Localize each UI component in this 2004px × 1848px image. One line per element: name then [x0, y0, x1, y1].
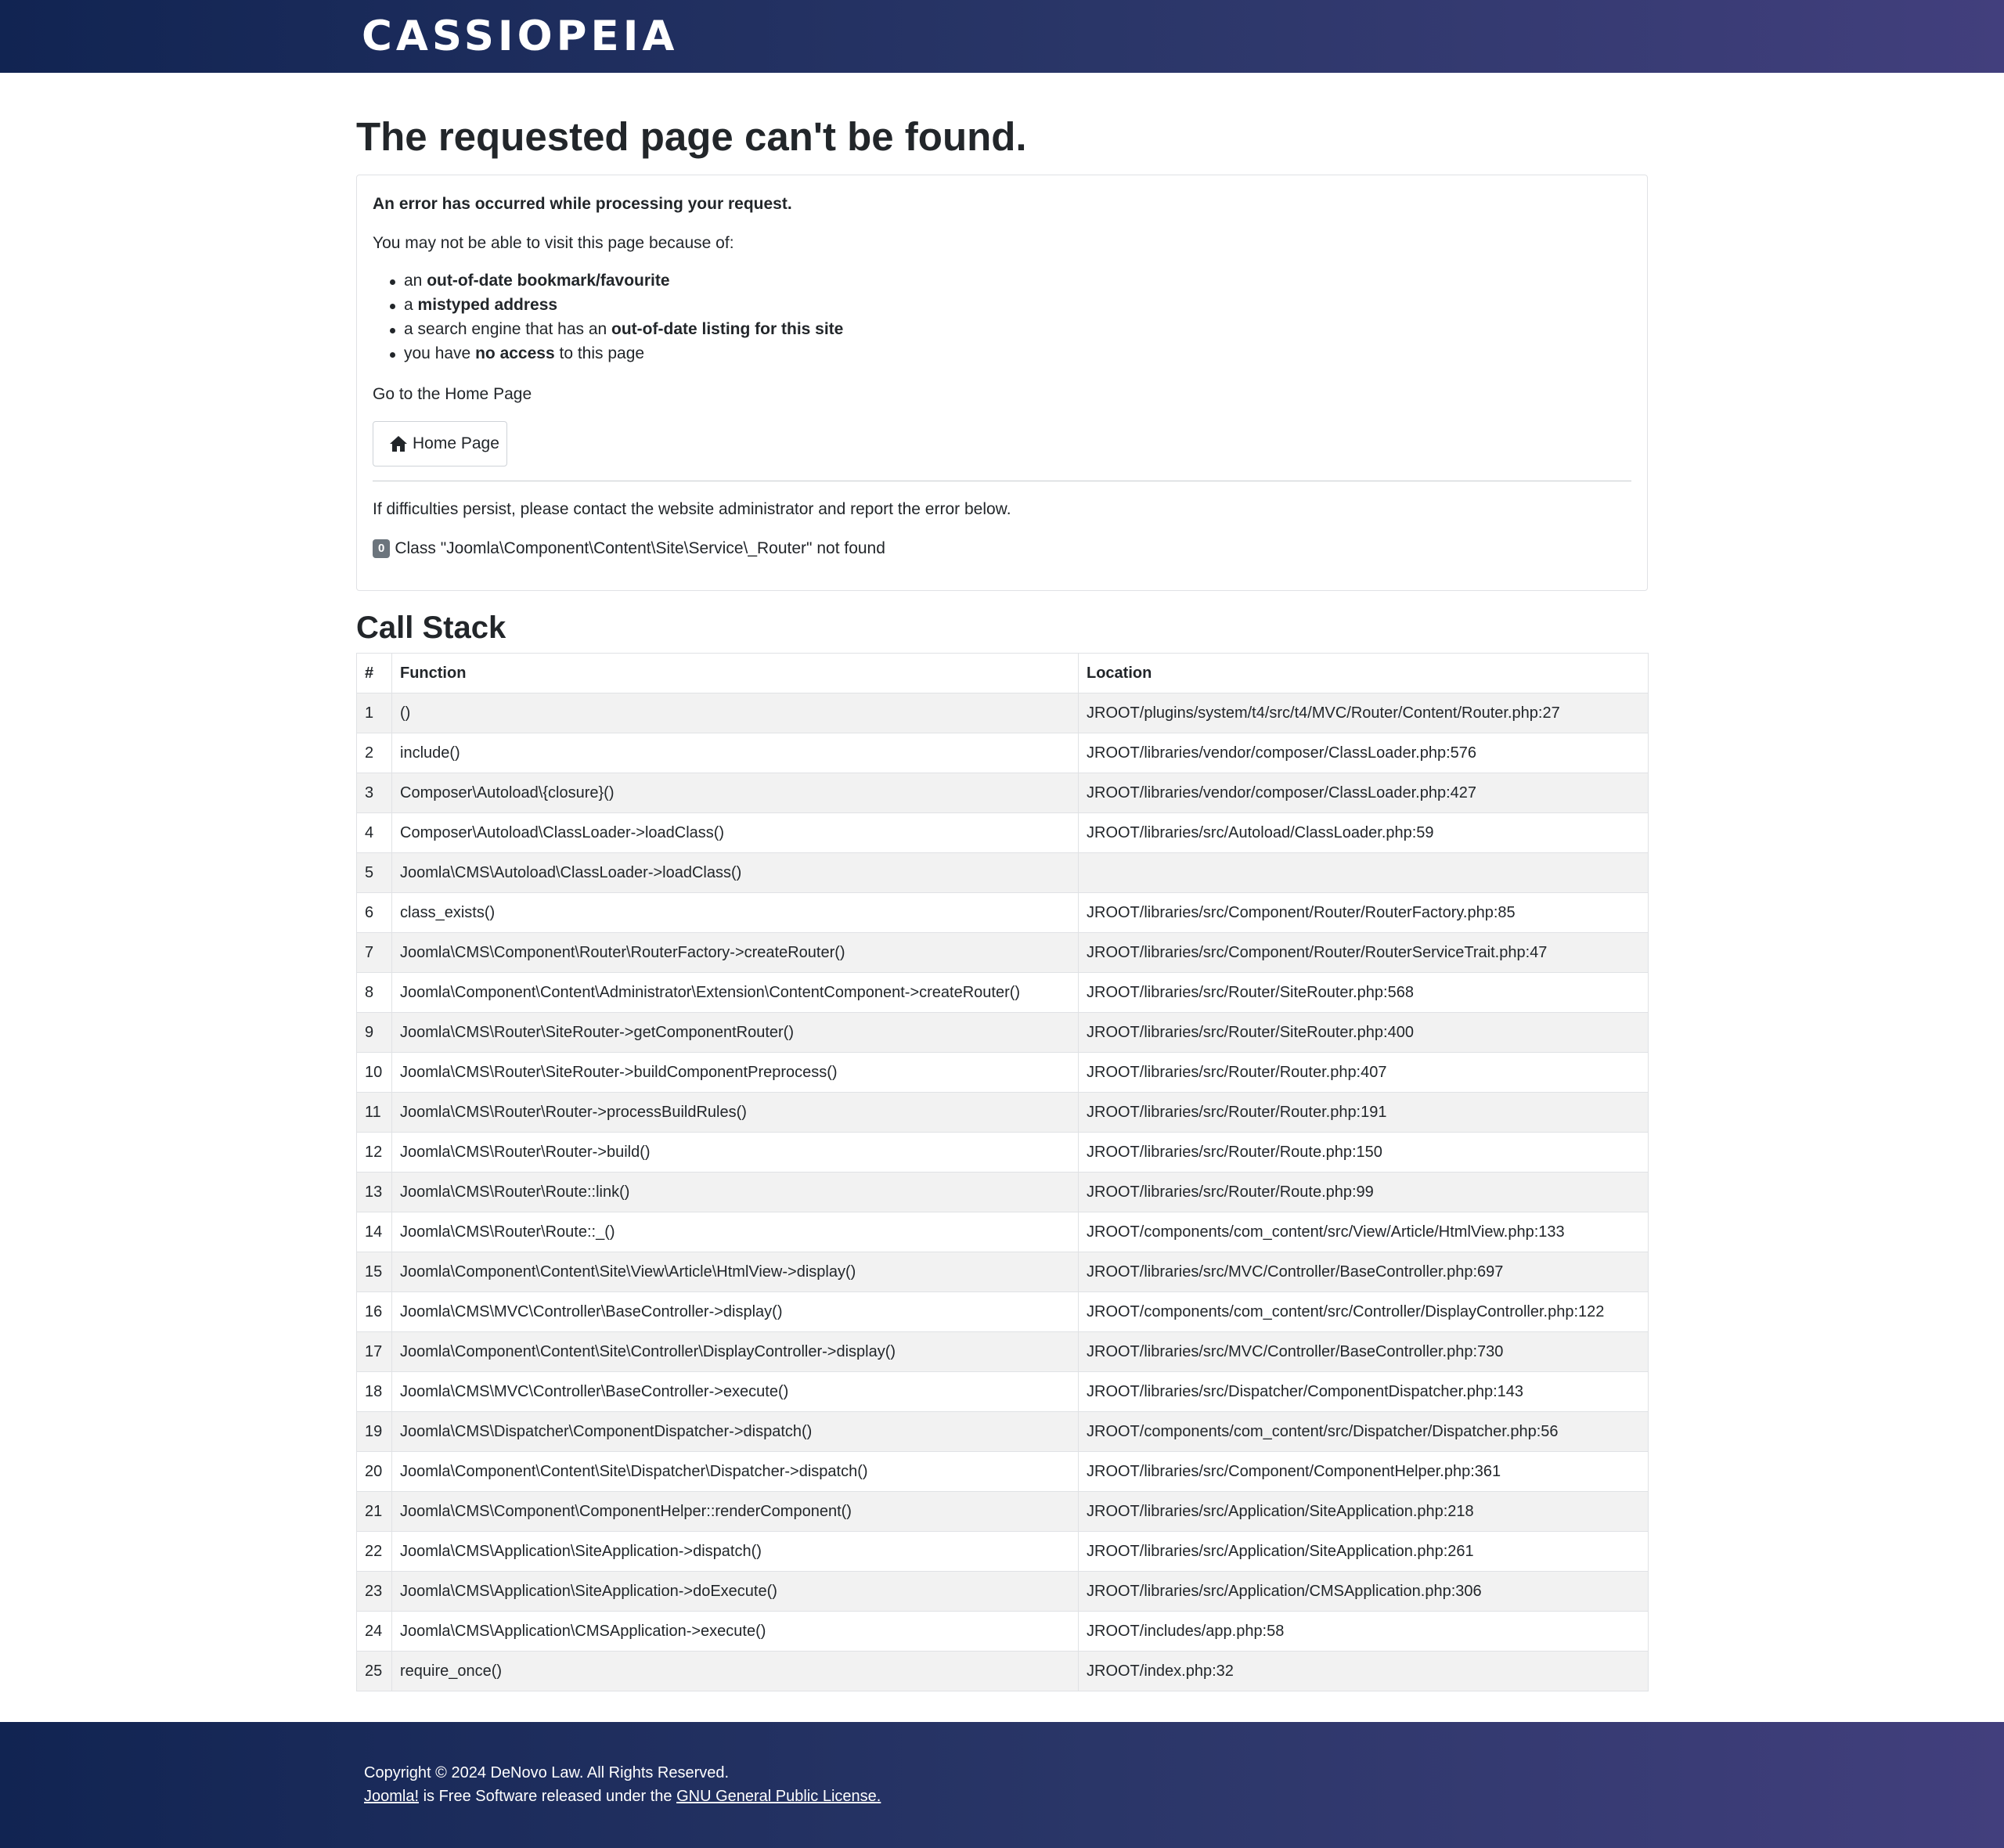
cell-function: require_once()	[392, 1652, 1079, 1691]
cell-function: Composer\Autoload\ClassLoader->loadClass()	[392, 813, 1079, 853]
cell-location: JROOT/libraries/src/MVC/Controller/BaseController.php:730	[1079, 1332, 1649, 1372]
cell-location: JROOT/libraries/src/Router/SiteRouter.php:568	[1079, 973, 1649, 1013]
error-detail	[373, 537, 885, 560]
error-code-badge: 0	[373, 539, 390, 558]
cell-function: Composer\Autoload\{closure}()	[392, 773, 1079, 813]
table-row	[357, 1612, 1649, 1652]
footer-middle-text: is Free Software released under the	[419, 1788, 677, 1805]
cell-function: Joomla\CMS\Router\Route::_()	[392, 1212, 1079, 1252]
footer-license-line	[364, 1785, 881, 1808]
site-header	[0, 0, 2004, 73]
cell-function: Joomla\CMS\Application\CMSApplication->execute()	[392, 1612, 1079, 1652]
cell-function: Joomla\CMS\Application\SiteApplication->dispatch()	[392, 1532, 1079, 1572]
cell-num: 9	[357, 1013, 392, 1053]
cell-num: 18	[357, 1372, 392, 1412]
table-row	[357, 1013, 1649, 1053]
cell-function: Joomla\Component\Content\Site\Dispatcher\Dispatcher->dispatch()	[392, 1452, 1079, 1492]
cell-location: JROOT/libraries/src/Router/Router.php:407	[1079, 1053, 1649, 1093]
site-footer	[0, 1722, 2004, 1848]
table-row	[357, 813, 1649, 853]
table-row	[357, 1252, 1649, 1292]
home-icon	[389, 435, 408, 452]
cell-num: 1	[357, 693, 392, 733]
cell-location: JROOT/libraries/src/Router/Route.php:99	[1079, 1173, 1649, 1212]
gpl-license-link[interactable]: GNU General Public License.	[676, 1788, 881, 1805]
error-message: Class "Joomla\Component\Content\Site\Service\_Router" not found	[395, 539, 885, 557]
cell-location	[1079, 853, 1649, 893]
cell-location: JROOT/libraries/src/Router/Router.php:191	[1079, 1093, 1649, 1133]
error-intro: You may not be able to visit this page because of:	[373, 234, 734, 252]
cell-location: JROOT/includes/app.php:58	[1079, 1612, 1649, 1652]
cell-location: JROOT/libraries/src/Component/Router/RouterServiceTrait.php:47	[1079, 933, 1649, 973]
table-row	[357, 1372, 1649, 1412]
cell-function: Joomla\CMS\Router\Router->build()	[392, 1133, 1079, 1173]
home-page-button[interactable]	[373, 421, 507, 467]
column-header-num: #	[357, 654, 392, 693]
error-card	[356, 175, 1648, 591]
table-row	[357, 1173, 1649, 1212]
cell-function: Joomla\CMS\Router\Route::link()	[392, 1173, 1079, 1212]
cell-location: JROOT/components/com_content/src/Dispatcher/Dispatcher.php:56	[1079, 1412, 1649, 1452]
table-row	[357, 1332, 1649, 1372]
table-row	[357, 893, 1649, 933]
cell-num: 2	[357, 733, 392, 773]
table-row	[357, 693, 1649, 733]
cell-num: 24	[357, 1612, 392, 1652]
home-prompt: Go to the Home Page	[373, 385, 532, 403]
cell-location: JROOT/libraries/src/Application/SiteApplication.php:261	[1079, 1532, 1649, 1572]
table-row	[357, 733, 1649, 773]
cell-location: JROOT/libraries/src/MVC/Controller/BaseController.php:697	[1079, 1252, 1649, 1292]
cell-location: JROOT/libraries/src/Application/SiteApplication.php:218	[1079, 1492, 1649, 1532]
reason-item: a mistyped address	[388, 294, 557, 317]
cell-location: JROOT/libraries/src/Router/Route.php:150	[1079, 1133, 1649, 1173]
cell-num: 5	[357, 853, 392, 893]
table-header-row	[357, 654, 1649, 693]
table-row	[357, 1053, 1649, 1093]
cell-location: JROOT/libraries/src/Autoload/ClassLoader.php:59	[1079, 813, 1649, 853]
cell-location: JROOT/libraries/src/Application/CMSApplication.php:306	[1079, 1572, 1649, 1612]
cell-num: 6	[357, 893, 392, 933]
persist-text: If difficulties persist, please contact the website administrator and report the error below.	[373, 500, 1011, 518]
cell-location: JROOT/components/com_content/src/View/Article/HtmlView.php:133	[1079, 1212, 1649, 1252]
column-header-location: Location	[1079, 654, 1649, 693]
cell-location: JROOT/libraries/vendor/composer/ClassLoader.php:576	[1079, 733, 1649, 773]
cell-num: 8	[357, 973, 392, 1013]
call-stack-title: Call Stack	[356, 611, 506, 645]
table-row	[357, 1452, 1649, 1492]
cell-function: Joomla\CMS\Router\Router->processBuildRules()	[392, 1093, 1079, 1133]
cell-num: 12	[357, 1133, 392, 1173]
cell-num: 15	[357, 1252, 392, 1292]
cell-num: 25	[357, 1652, 392, 1691]
cell-location: JROOT/libraries/src/Component/Router/RouterFactory.php:85	[1079, 893, 1649, 933]
cell-num: 21	[357, 1492, 392, 1532]
cell-location: JROOT/index.php:32	[1079, 1652, 1649, 1691]
cell-num: 7	[357, 933, 392, 973]
cell-location: JROOT/plugins/system/t4/src/t4/MVC/Router/Content/Router.php:27	[1079, 693, 1649, 733]
table-row	[357, 1412, 1649, 1452]
cell-num: 19	[357, 1412, 392, 1452]
cell-num: 20	[357, 1452, 392, 1492]
table-row	[357, 773, 1649, 813]
cell-num: 22	[357, 1532, 392, 1572]
site-brand-logo[interactable]: CASSIOPEIA	[362, 13, 679, 60]
cell-function: Joomla\CMS\Dispatcher\ComponentDispatcher->dispatch()	[392, 1412, 1079, 1452]
reason-item: you have no access to this page	[388, 342, 644, 366]
table-row	[357, 1532, 1649, 1572]
cell-function: include()	[392, 733, 1079, 773]
joomla-link[interactable]: Joomla!	[364, 1788, 420, 1805]
footer-copyright: Copyright © 2024 DeNovo Law. All Rights Reserved.	[364, 1764, 730, 1781]
cell-num: 17	[357, 1332, 392, 1372]
cell-function: Joomla\Component\Content\Site\View\Article\HtmlView->display()	[392, 1252, 1079, 1292]
table-row	[357, 1572, 1649, 1612]
cell-num: 13	[357, 1173, 392, 1212]
table-row	[357, 853, 1649, 893]
cell-num: 16	[357, 1292, 392, 1332]
cell-location: JROOT/libraries/vendor/composer/ClassLoader.php:427	[1079, 773, 1649, 813]
cell-num: 4	[357, 813, 392, 853]
error-heading: An error has occurred while processing your request.	[373, 195, 792, 213]
reason-item: an out-of-date bookmark/favourite	[388, 269, 670, 293]
table-row	[357, 1212, 1649, 1252]
table-row	[357, 1292, 1649, 1332]
table-row	[357, 1133, 1649, 1173]
cell-location: JROOT/libraries/src/Router/SiteRouter.php:400	[1079, 1013, 1649, 1053]
cell-function: Joomla\CMS\MVC\Controller\BaseController->display()	[392, 1292, 1079, 1332]
cell-function: Joomla\CMS\Router\SiteRouter->buildComponentPreprocess()	[392, 1053, 1079, 1093]
call-stack-table	[356, 653, 1649, 1691]
table-row	[357, 1492, 1649, 1532]
cell-function: Joomla\CMS\Autoload\ClassLoader->loadClass()	[392, 853, 1079, 893]
cell-num: 14	[357, 1212, 392, 1252]
cell-function: Joomla\Component\Content\Administrator\Extension\ContentComponent->createRouter()	[392, 973, 1079, 1013]
table-row	[357, 1093, 1649, 1133]
cell-location: JROOT/libraries/src/Dispatcher/ComponentDispatcher.php:143	[1079, 1372, 1649, 1412]
home-page-button-label: Home Page	[413, 434, 499, 452]
cell-function: Joomla\CMS\MVC\Controller\BaseController->execute()	[392, 1372, 1079, 1412]
cell-location: JROOT/components/com_content/src/Controller/DisplayController.php:122	[1079, 1292, 1649, 1332]
cell-function: Joomla\CMS\Component\ComponentHelper::renderComponent()	[392, 1492, 1079, 1532]
cell-num: 11	[357, 1093, 392, 1133]
cell-function: class_exists()	[392, 893, 1079, 933]
column-header-function: Function	[392, 654, 1079, 693]
cell-function: Joomla\Component\Content\Site\Controller\DisplayController->display()	[392, 1332, 1079, 1372]
page-title: The requested page can't be found.	[356, 114, 1027, 159]
cell-function: Joomla\CMS\Component\Router\RouterFactory->createRouter()	[392, 933, 1079, 973]
cell-function: Joomla\CMS\Application\SiteApplication->doExecute()	[392, 1572, 1079, 1612]
table-row	[357, 933, 1649, 973]
cell-location: JROOT/libraries/src/Component/ComponentHelper.php:361	[1079, 1452, 1649, 1492]
cell-num: 10	[357, 1053, 392, 1093]
cell-num: 23	[357, 1572, 392, 1612]
cell-function: ()	[392, 693, 1079, 733]
table-row	[357, 1652, 1649, 1691]
cell-function: Joomla\CMS\Router\SiteRouter->getComponentRouter()	[392, 1013, 1079, 1053]
reason-item: a search engine that has an out-of-date listing for this site	[388, 318, 843, 341]
cell-num: 3	[357, 773, 392, 813]
table-row	[357, 973, 1649, 1013]
